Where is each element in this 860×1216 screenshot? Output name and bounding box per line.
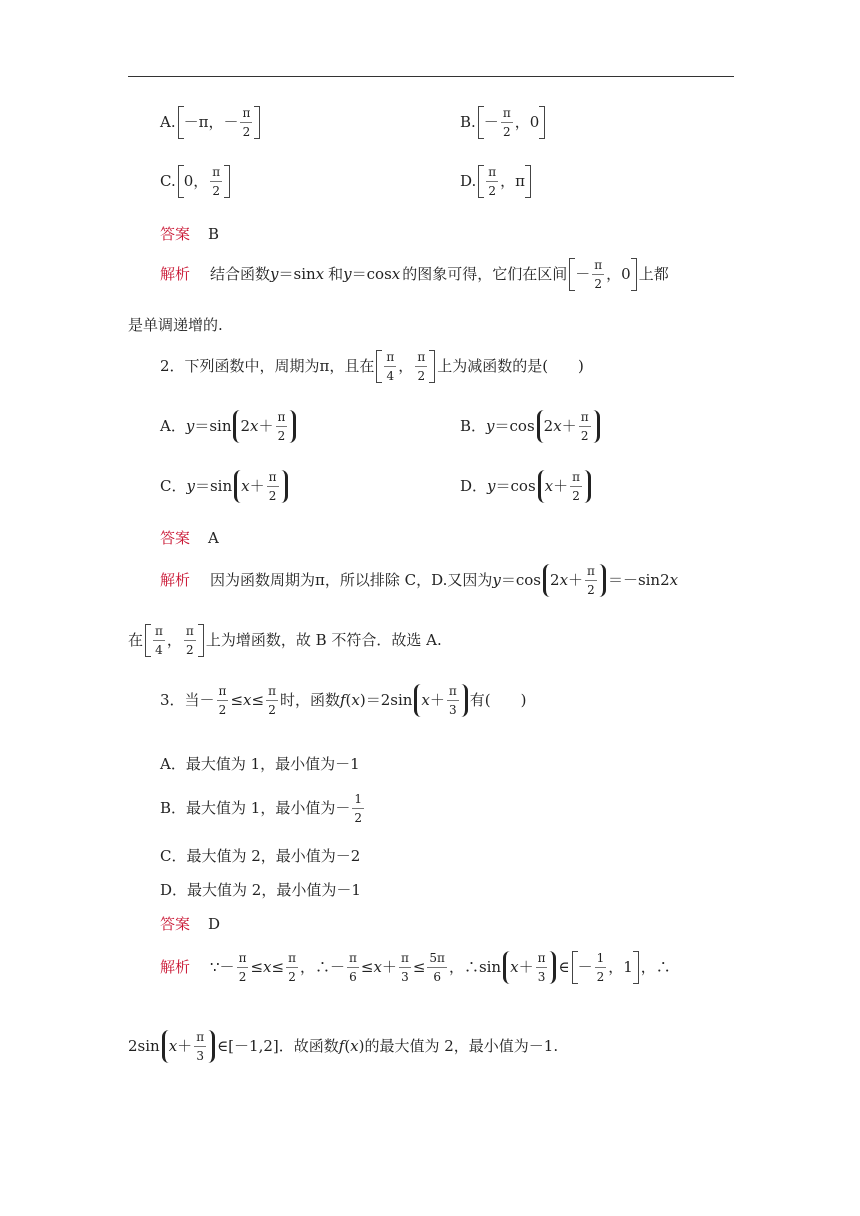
q1-option-a: A. －π，－ π 2: [160, 106, 262, 139]
paren-group: x ＋ π 3: [503, 951, 556, 984]
fraction: π 2: [580, 410, 589, 443]
answer-label: 答案: [160, 225, 191, 243]
q2-explanation-line2: 在 π 4 ， π 2 上为增函数，故 B 不符合．故选 A.: [128, 624, 442, 657]
paren-group: 2 x ＋ π 2: [233, 410, 296, 443]
q1-explanation-line2: 是单调递增的.: [128, 316, 223, 334]
q2-option-a: A． y ＝sin 2 x ＋ π 2: [160, 410, 298, 443]
fraction: π 2: [488, 165, 497, 198]
q2-option-d: D． y ＝cos x ＋ π 2: [460, 470, 593, 503]
interval-bracket: － 1 2 ，1: [572, 951, 639, 984]
fraction: π 2: [572, 470, 581, 503]
paren-group: x ＋ π 3: [414, 684, 467, 717]
paren-group: 2 x ＋ π 2: [543, 564, 606, 597]
q2-option-b: B． y ＝cos 2 x ＋ π 2: [460, 410, 602, 443]
q3-explanation-line1: 解析 ∵－ π 2 ≤ x ≤ π 2 ，∴－ π 6 ≤ x ＋ π 3 ≤ 5π 6 ，∴sin x ＋ π 3 ∈ － 1 2 ，1 ，∴: [160, 951, 671, 984]
fraction: 5π 6: [429, 951, 445, 984]
fraction: π 6: [348, 951, 357, 984]
explanation-label: 解析: [160, 265, 191, 283]
fraction: π 2: [277, 410, 286, 443]
fraction: π 2: [288, 951, 296, 984]
answer-value: A: [208, 529, 219, 547]
interval-bracket: π 4 ， π 2: [376, 350, 435, 383]
q2-answer: [160, 531, 219, 546]
fraction: π 2: [185, 624, 194, 657]
fraction: π 4: [386, 350, 395, 383]
paren-group: x ＋ π 2: [538, 470, 591, 503]
fraction: 1 2: [596, 951, 605, 984]
q2-explanation-line1: 解析 因为函数周期为π，所以排除 C，D.又因为 y ＝cos 2 x ＋ π 2 ＝－sin2 x: [160, 564, 679, 597]
fraction: π 4: [155, 624, 163, 657]
fraction: π 2: [587, 564, 595, 597]
header-rule: [128, 76, 734, 77]
fraction: π 2: [594, 258, 603, 291]
interval-bracket: － π 2 ，0: [569, 258, 636, 291]
fraction: π 2: [212, 165, 221, 198]
q1-explanation-line1: 解析 结合函数 y ＝sin x 和 y ＝cos x 的图象可得，它们在区间 － π 2 ，0 上都: [160, 258, 669, 291]
q1-answer: [160, 227, 219, 242]
fraction: π 2: [502, 106, 511, 139]
q3-option-c: C．最大值为 2，最小值为－2: [160, 847, 361, 865]
q3-explanation-line2: 2sin x ＋ π 3 ∈[－1,2]．故函数 f ( x )的最大值为 2，最小值为－1.: [128, 1030, 559, 1063]
q1-option-b: B. － π 2 ，0: [460, 106, 547, 139]
fraction: π 3: [448, 684, 457, 717]
fraction: π 2: [268, 470, 277, 503]
q3-stem: 3．当－ π 2 ≤ x ≤ π 2 时，函数 f ( x )＝2sin x ＋ π 3 有( ): [160, 684, 527, 717]
interval-bracket: 0， π 2: [178, 165, 230, 198]
q3-option-a: A．最大值为 1，最小值为－1: [160, 755, 360, 773]
answer-label: 答案: [160, 915, 191, 933]
interval-bracket: －π，－ π 2: [178, 106, 261, 139]
interval-bracket: π 2 ，π: [478, 165, 531, 198]
answer-value: B: [208, 225, 220, 243]
paren-group: x ＋ π 3: [162, 1030, 215, 1063]
fraction: π 3: [196, 1030, 205, 1063]
fraction: π 3: [537, 951, 546, 984]
fraction: π 3: [400, 951, 409, 984]
fraction: π 2: [238, 951, 247, 984]
fraction: π 2: [242, 106, 251, 139]
q1-option-c: C. 0， π 2: [160, 165, 232, 198]
explanation-label: 解析: [160, 571, 191, 589]
q3-option-d: D．最大值为 2，最小值为－1: [160, 881, 361, 899]
q2-option-c: C． y ＝sin x ＋ π 2: [160, 470, 290, 503]
answer-label: 答案: [160, 529, 191, 547]
fraction: 1 2: [354, 792, 362, 825]
answer-value: D: [208, 915, 221, 933]
interval-bracket: π 4 ， π 2: [145, 624, 204, 657]
q2-stem: 2．下列函数中，周期为π，且在 π 4 ， π 2 上为减函数的是( ): [160, 350, 584, 383]
paren-group: 2 x ＋ π 2: [537, 410, 600, 443]
q3-option-b: B．最大值为 1，最小值为－ 1 2: [160, 792, 362, 825]
q3-answer: [160, 917, 220, 932]
interval-bracket: － π 2 ，0: [478, 106, 545, 139]
fraction: π 2: [268, 684, 276, 717]
paren-group: x ＋ π 2: [234, 470, 287, 503]
q1-option-d: D. π 2 ，π: [460, 165, 533, 198]
fraction: π 2: [417, 350, 426, 383]
fraction: π 2: [218, 684, 227, 717]
explanation-label: 解析: [160, 958, 191, 976]
